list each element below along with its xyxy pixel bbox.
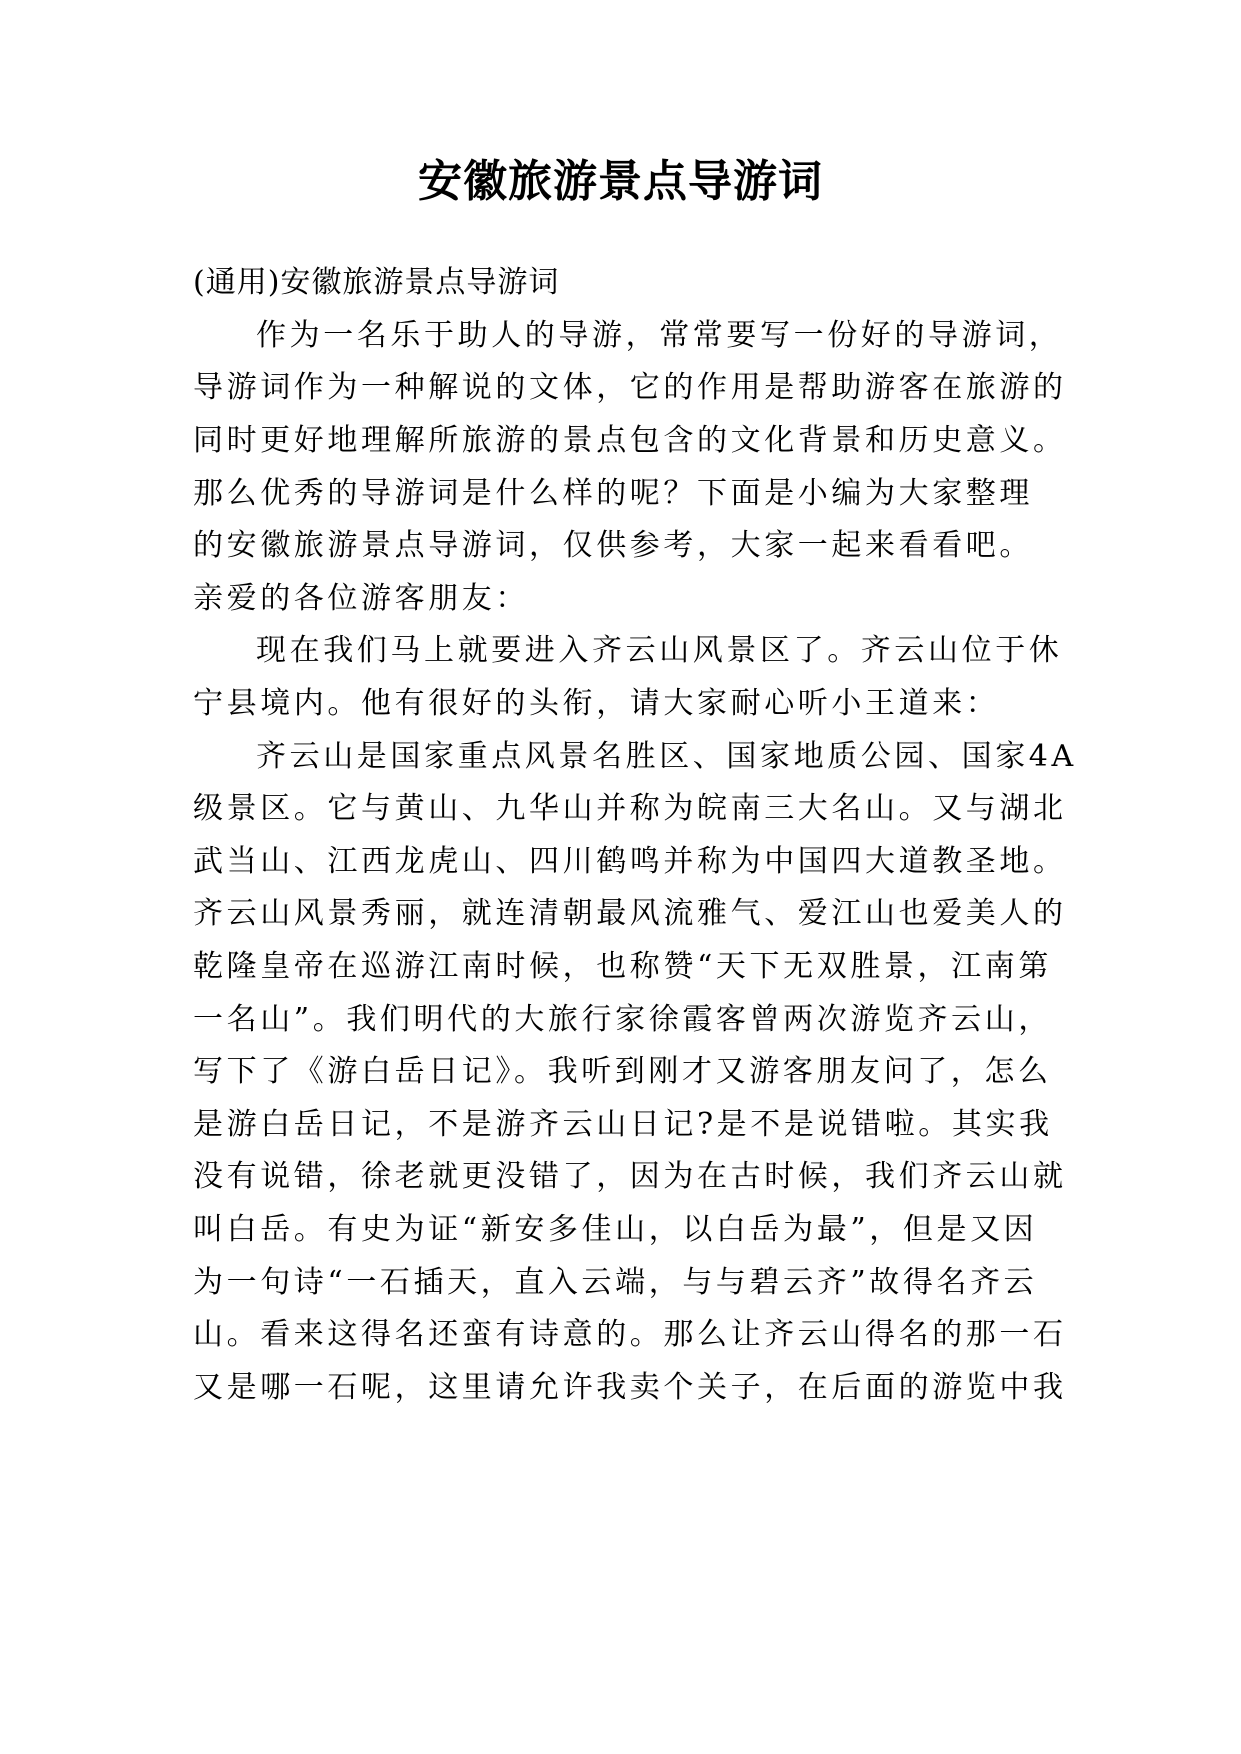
paragraph-line: 齐云山风景秀丽，就连清朝最风流雅气、爱江山也爱美人的 [193, 896, 1067, 931]
paragraph-line: 叫白岳。有史为证“新安多佳山，以白岳为最”，但是又因 [193, 1212, 1038, 1247]
paragraph-line: 齐云山是国家重点风景名胜区、国家地质公园、国家4A [256, 739, 1077, 774]
paragraph-line: 写下了《游白岳日记》。我听到刚才又游客朋友问了，怎么 [193, 1054, 1052, 1089]
document-subtitle: (通用)安徽旅游景点导游词 [193, 265, 560, 300]
paragraph-line: 没有说错，徐老就更没错了，因为在古时候，我们齐云山就 [193, 1159, 1067, 1194]
paragraph-line: 山。看来这得名还蛮有诗意的。那么让齐云山得名的那一石 [193, 1317, 1067, 1352]
salutation-line: 亲爱的各位游客朋友： [193, 581, 529, 616]
paragraph-line: 作为一名乐于助人的导游，常常要写一份好的导游词， [256, 318, 1063, 353]
paragraph-line: 又是哪一石呢，这里请允许我卖个关子，在后面的游览中我 [193, 1370, 1067, 1405]
paragraph-line: 宁县境内。他有很好的头衔，请大家耐心听小王道来： [193, 686, 1000, 721]
paragraph-line: 是游白岳日记，不是游齐云山日记?是不是说错啦。其实我 [193, 1107, 1053, 1142]
paragraph-line: 武当山、江西龙虎山、四川鹤鸣并称为中国四大道教圣地。 [193, 844, 1067, 879]
paragraph-line: 现在我们马上就要进入齐云山风景区了。齐云山位于休 [256, 633, 1063, 668]
paragraph-line: 导游词作为一种解说的文体，它的作用是帮助游客在旅游的 [193, 370, 1067, 405]
paragraph-line: 的安徽旅游景点导游词，仅供参考，大家一起来看看吧。 [193, 528, 1033, 563]
paragraph-line: 同时更好地理解所旅游的景点包含的文化背景和历史意义。 [193, 423, 1067, 458]
paragraph-line: 那么优秀的导游词是什么样的呢？下面是小编为大家整理 [193, 476, 1033, 511]
paragraph-line: 级景区。它与黄山、九华山并称为皖南三大名山。又与湖北 [193, 791, 1067, 826]
paragraph-line: 一名山”。我们明代的大旅行家徐霞客曾两次游览齐云山， [193, 1002, 1052, 1037]
document-title: 安徽旅游景点导游词 [418, 156, 823, 207]
paragraph-line: 为一句诗“一石插天，直入云端，与与碧云齐”故得名齐云 [193, 1265, 1038, 1300]
paragraph-line: 乾隆皇帝在巡游江南时候，也称赞“天下无双胜景，江南第 [193, 949, 1052, 984]
